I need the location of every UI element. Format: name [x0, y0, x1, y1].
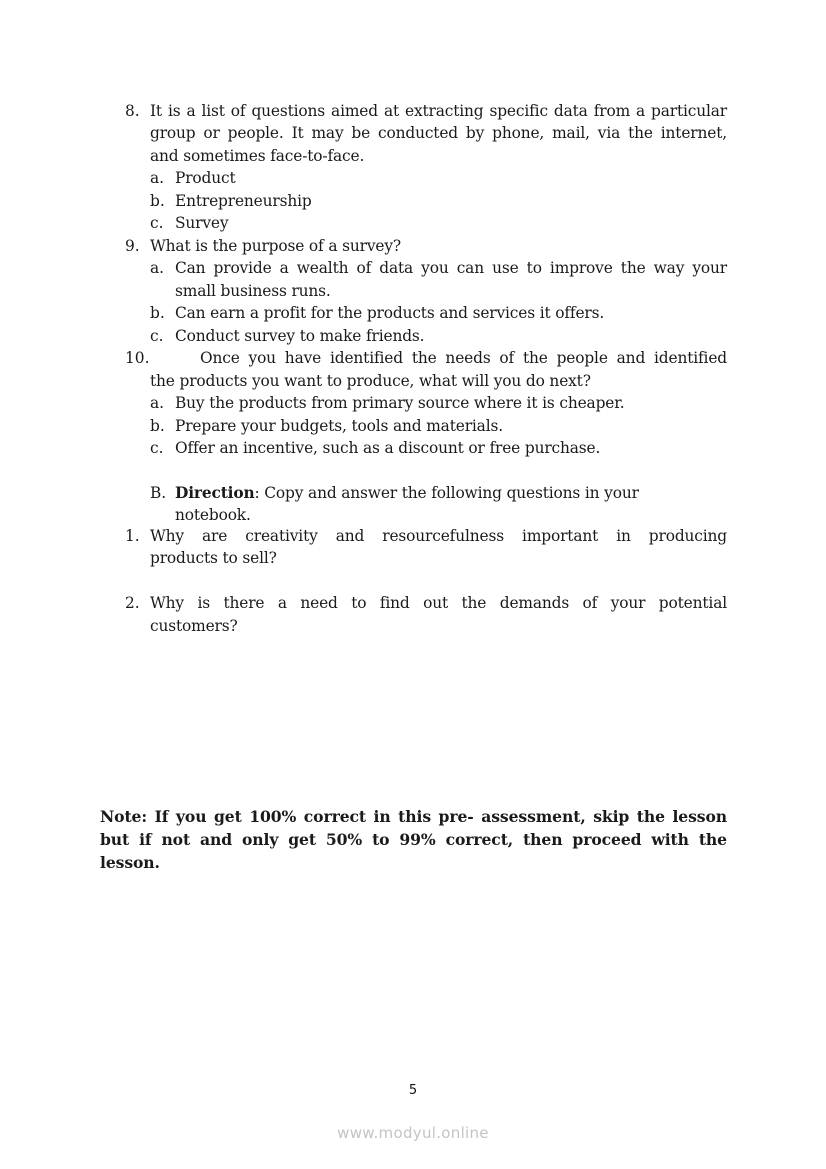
choice-letter: b.	[150, 304, 165, 322]
question-number: 9.	[125, 237, 140, 255]
question-text: What is the purpose of a survey?	[150, 237, 401, 255]
choice-letter: c.	[150, 439, 164, 457]
choice-text: small business runs.	[175, 282, 331, 300]
choice-text: Can earn a profit for the products and services it offers.	[175, 304, 605, 322]
choice-letter: a.	[150, 394, 165, 412]
choice-letter: a.	[150, 259, 165, 277]
question-number: 1.	[125, 527, 140, 545]
watermark: www.modyul.online	[337, 1124, 489, 1142]
question-text: customers?	[150, 617, 238, 635]
choice-text: Buy the products from primary source where it is cheaper.	[175, 394, 625, 412]
direction-text: notebook.	[175, 506, 251, 524]
choice-text: Entrepreneurship	[175, 192, 312, 210]
question-text: Once you have identified the needs of the people and identified	[200, 349, 727, 367]
question-number: 10.	[125, 349, 150, 367]
choice-text: Conduct survey to make friends.	[175, 327, 425, 345]
question-number: 2.	[125, 594, 140, 612]
choice-text: Product	[175, 169, 236, 187]
question-text: products to sell?	[150, 549, 277, 567]
question-text: Why are creativity and resourcefulness important in producing	[150, 527, 727, 545]
question-number: 8.	[125, 102, 140, 120]
choice-letter: b.	[150, 417, 165, 435]
question-text: Why is there a need to find out the demands of your potential	[150, 594, 727, 612]
choice-letter: b.	[150, 192, 165, 210]
question-text: the products you want to produce, what will you do next?	[150, 372, 591, 390]
choice-text: Survey	[175, 214, 229, 232]
page-number: 5	[408, 1083, 418, 1098]
choice-text: Offer an incentive, such as a discount or free purchase.	[175, 439, 601, 457]
choice-letter: c.	[150, 327, 164, 345]
choice-text: Can provide a wealth of data you can use to improve the way your	[175, 259, 727, 277]
section-letter: B.	[150, 484, 167, 502]
question-text: group or people. It may be conducted by phone, mail, via the internet,	[150, 124, 727, 142]
direction-text: : Copy and answer the following questions in your	[254, 484, 639, 502]
direction-line	[175, 482, 639, 504]
question-text: It is a list of questions aimed at extracting specific data from a particular	[150, 102, 727, 120]
note-line: but if not and only get 50% to 99% correct, then proceed with the lesson.	[100, 830, 727, 872]
choice-letter: c.	[150, 214, 164, 232]
note-line: Note: If you get 100% correct in this pre- assessment, skip the lesson	[100, 807, 727, 826]
choice-letter: a.	[150, 169, 165, 187]
direction-label: Direction	[175, 484, 255, 502]
choice-text: Prepare your budgets, tools and materials.	[175, 417, 503, 435]
question-text: and sometimes face-to-face.	[150, 147, 365, 165]
